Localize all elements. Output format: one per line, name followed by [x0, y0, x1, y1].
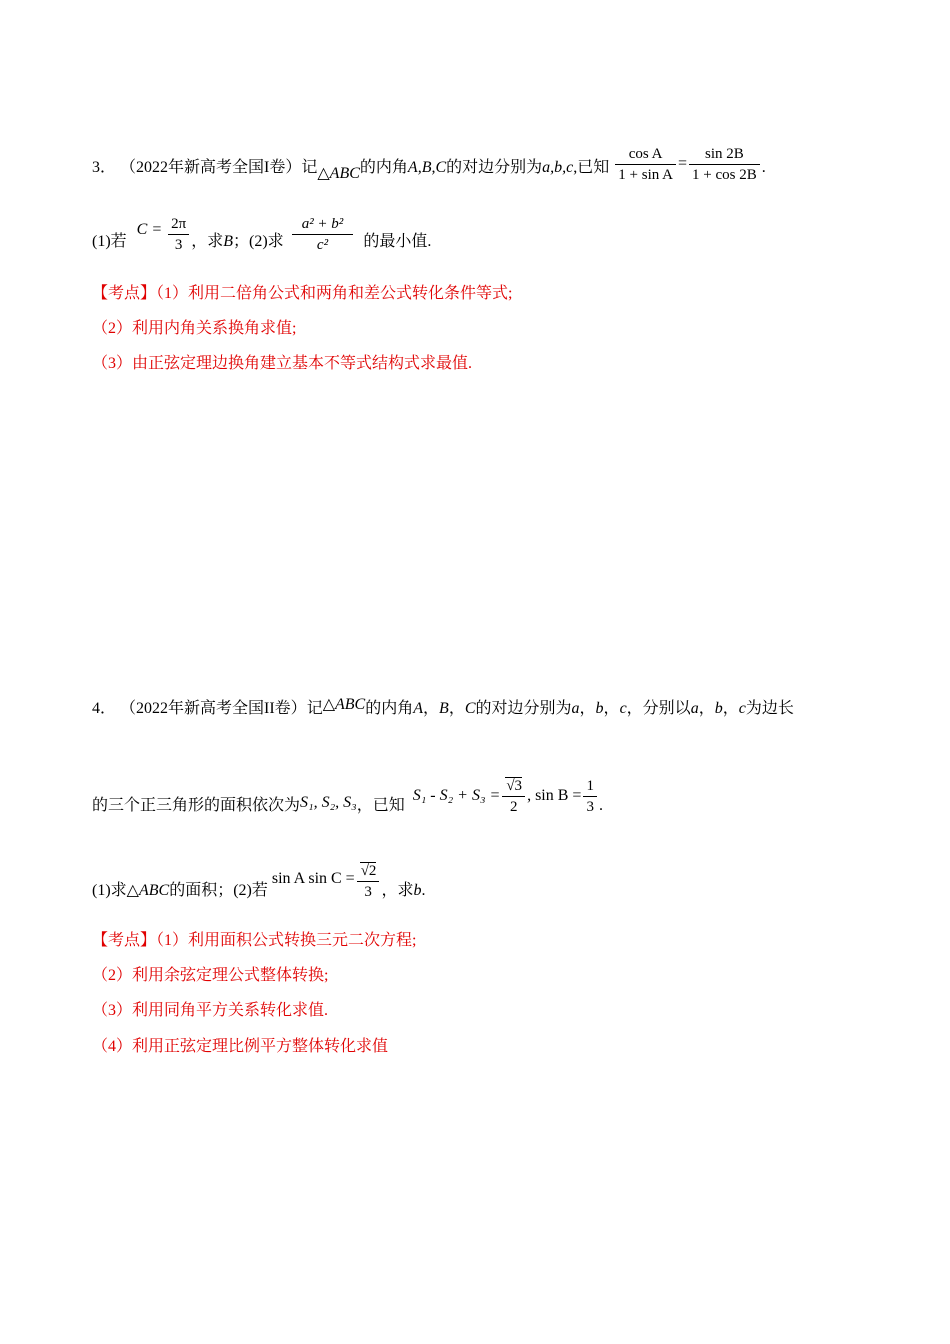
q4-parts: (1)求△ABC的面积；(2)若 sin A sin C = $\frac{√2}{3}$ ，求b. — [92, 863, 426, 900]
q4-key-point-1: 【考点】（1）利用面积公式转换三元二次方程; — [92, 932, 417, 949]
fraction-sqrt3-2: $\frac{√3}{2}$ — [502, 776, 525, 817]
q3-key-point-3: （3）由正弦定理边换角建立基本不等式结构式求最值. — [92, 355, 473, 372]
fraction-a2b2-c2: $\frac{\text{a² + b²}}{\text{c²}}$ — [292, 214, 354, 255]
q3-key-point-1: 【考点】（1）利用二倍角公式和两角和差公式转化条件等式; — [92, 285, 513, 302]
q4-key-point-2: （2）利用余弦定理公式整体转换; — [92, 967, 329, 984]
fraction-cosA: $\frac{\text{cos A}}{\text{1 + sin A}}$ — [615, 144, 676, 185]
q3-stem: 3． （2022年新高考全国I卷）记△ABC的内角A,B,C的对边分别为a,b,c,已知 $\frac{\text{cos A}}{\text{1 + sin A}}$ = $\frac{\sin 2B}{1 + \cos 2B}$ . — [92, 146, 766, 183]
q4-key-point-3: （3）利用同角平方关系转化求值. — [92, 1002, 329, 1019]
q4-given: 的三个正三角形的面积依次为S₁, S₂, S₃，已知 S₁ - S₂ + S₃ = $\frac{√3}{2}$ , sin B = $\frac{1}{3}$ . — [92, 778, 603, 815]
q3-key-point-2: （2）利用内角关系换角求值; — [92, 320, 297, 337]
q4-stem: 4． （2022年新高考全国II卷）记△ABC的内角A，B，C的对边分别为a，b，c，分别以a，b，c为边长 — [92, 696, 794, 717]
fraction-2pi-3: $\frac{2\pi}{3}$ — [168, 214, 189, 255]
fraction-1-3: $\frac{1}{3}$ — [583, 776, 597, 817]
q4-key-point-4: （4）利用正弦定理比例平方整体转化求值 — [92, 1038, 389, 1055]
triangle-abc: △ABC — [322, 696, 366, 713]
q3-parts: (1)若 C = $\frac{2\pi}{3}$ ，求B；(2)求 $\frac{\text{a² + b²}}{\text{c²}}$ 的最小值. — [92, 216, 432, 253]
fraction-sqrt2-3: $\frac{√2}{3}$ — [357, 861, 380, 902]
triangle-abc: △ABC — [317, 165, 360, 183]
fraction-sin2B: $\frac{\sin 2B}{1 + \cos 2B}$ — [689, 144, 760, 185]
